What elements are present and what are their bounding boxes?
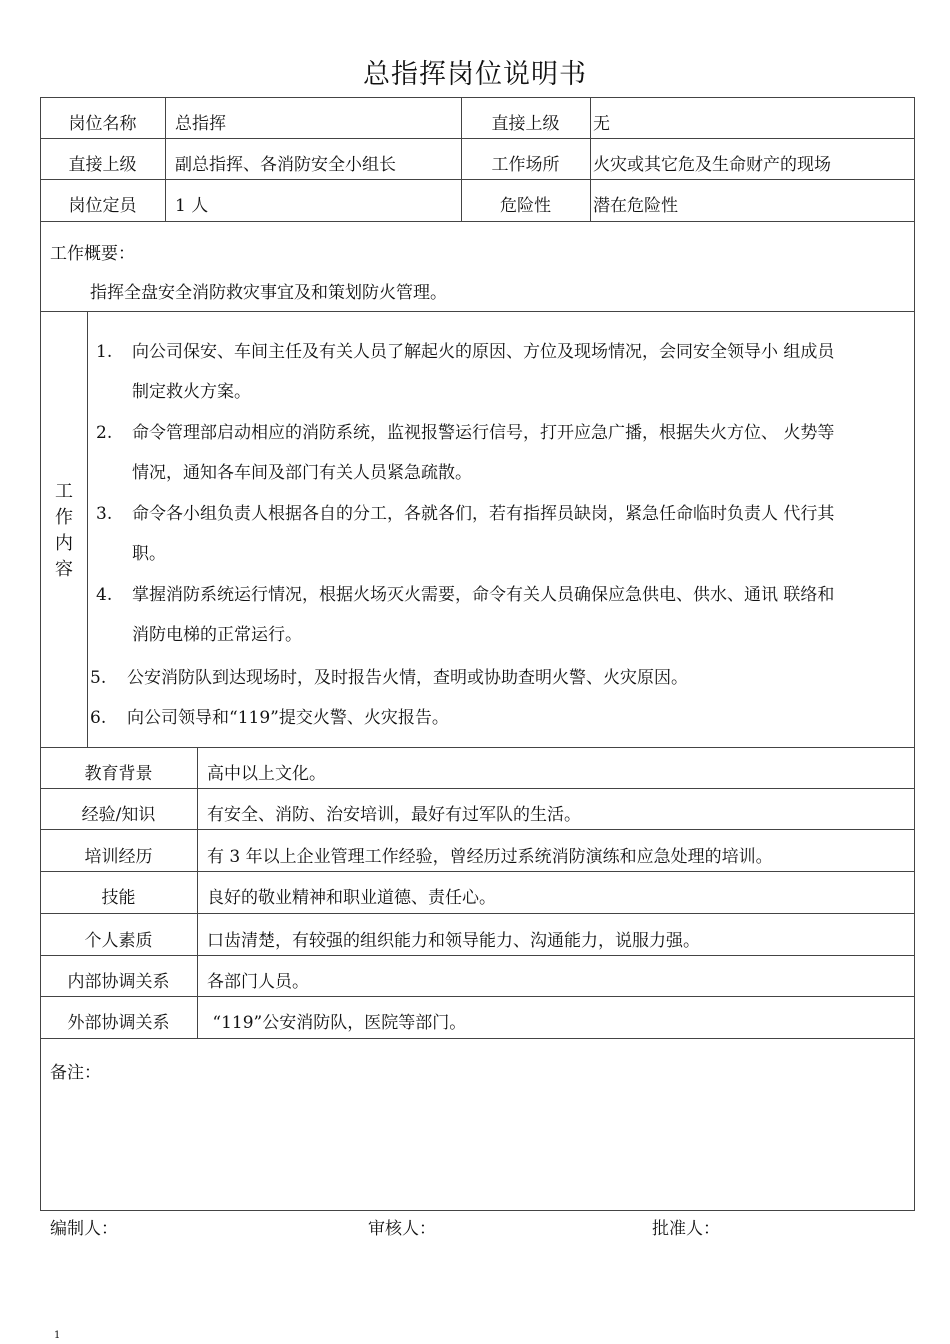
item-number: 1. (96, 342, 113, 362)
compiler-label: 编制人： (50, 1219, 118, 1239)
label-position-name: 岗位名称 (68, 114, 137, 134)
value-internal-coordination: 各部门人员。 (207, 972, 309, 992)
item-text-continued: 制定救火方案。 (132, 382, 251, 402)
label-training: 培训经历 (84, 847, 153, 867)
remarks-label: 备注： (50, 1063, 101, 1083)
overview-text: 指挥全盘安全消防救灾事宜及和策划防火管理。 (90, 283, 447, 303)
work-label-char: 内 (55, 533, 73, 554)
item-text: 向公司保安、车间主任及有关人员了解起火的原因、方位及现场情况，会同安全领导小 组成员 (132, 342, 835, 362)
item-text: 命令各小组负责人根据各自的分工，各就各们，若有指挥员缺岗，紧急任命临时负责人 代行其 (132, 504, 835, 524)
item-number: 2. (96, 423, 113, 443)
value-direct-subordinate: 副总指挥、各消防安全小组长 (175, 155, 396, 175)
value-personal-quality: 口齿清楚，有较强的组织能力和领导能力、沟通能力，说服力强。 (207, 931, 700, 951)
label-experience: 经验/知识 (81, 805, 156, 825)
item-text-continued: 职。 (132, 544, 166, 564)
approver-label: 批准人： (652, 1219, 720, 1239)
item-text: 公安消防队到达现场时，及时报告火情，查明或协助查明火警、火灾原因。 (127, 668, 688, 688)
item-text: 掌握消防系统运行情况，根据火场灭火需要，命令有关人员确保应急供电、供水、通讯 联络和 (132, 585, 835, 605)
value-experience: 有安全、消防、治安培训，最好有过军队的生活。 (207, 805, 581, 825)
value-risk: 潜在危险性 (593, 196, 678, 216)
label-skills: 技能 (101, 888, 136, 908)
page-title: 总指挥岗位说明书 (363, 59, 587, 90)
label-risk: 危险性 (500, 196, 551, 216)
page-number: 1 (54, 1330, 61, 1341)
label-education: 教育背景 (84, 764, 153, 784)
value-training: 有 3 年以上企业管理工作经验，曾经历过系统消防演练和应急处理的培训。 (207, 847, 773, 867)
label-direct-subordinate: 直接上级 (68, 155, 137, 175)
item-text-continued: 消防电梯的正常运行。 (132, 625, 302, 645)
value-external-coordination: “119”公安消防队，医院等部门。 (207, 1013, 467, 1033)
value-headcount: 1 人 (175, 196, 209, 216)
item-number: 4. (96, 585, 113, 605)
work-label-char: 容 (55, 559, 73, 580)
value-position-name: 总指挥 (175, 114, 226, 134)
value-work-place: 火灾或其它危及生命财产的现场 (593, 155, 831, 175)
item-number: 3. (96, 504, 113, 524)
label-work-place: 工作场所 (491, 155, 560, 175)
work-label-char: 作 (55, 507, 73, 528)
item-number: 6. (90, 708, 107, 728)
value-direct-superior: 无 (593, 114, 610, 134)
reviewer-label: 审核人： (368, 1219, 436, 1239)
value-skills: 良好的敬业精神和职业道德、责任心。 (207, 888, 496, 908)
work-label-char: 工 (55, 481, 73, 502)
overview-label: 工作概要： (50, 244, 135, 264)
value-education: 高中以上文化。 (207, 764, 326, 784)
label-personal-quality: 个人素质 (84, 931, 153, 951)
item-text-continued: 情况，通知各车间及部门有关人员紧急疏散。 (132, 463, 472, 483)
label-headcount: 岗位定员 (68, 196, 137, 216)
label-external-coordination: 外部协调关系 (67, 1013, 170, 1033)
item-text: 向公司领导和“119”提交火警、火灾报告。 (127, 708, 449, 728)
item-number: 5. (90, 668, 107, 688)
label-direct-superior: 直接上级 (491, 114, 560, 134)
label-internal-coordination: 内部协调关系 (67, 972, 170, 992)
item-text: 命令管理部启动相应的消防系统，监视报警运行信号，打开应急广播，根据失火方位、 火势等 (132, 423, 835, 443)
